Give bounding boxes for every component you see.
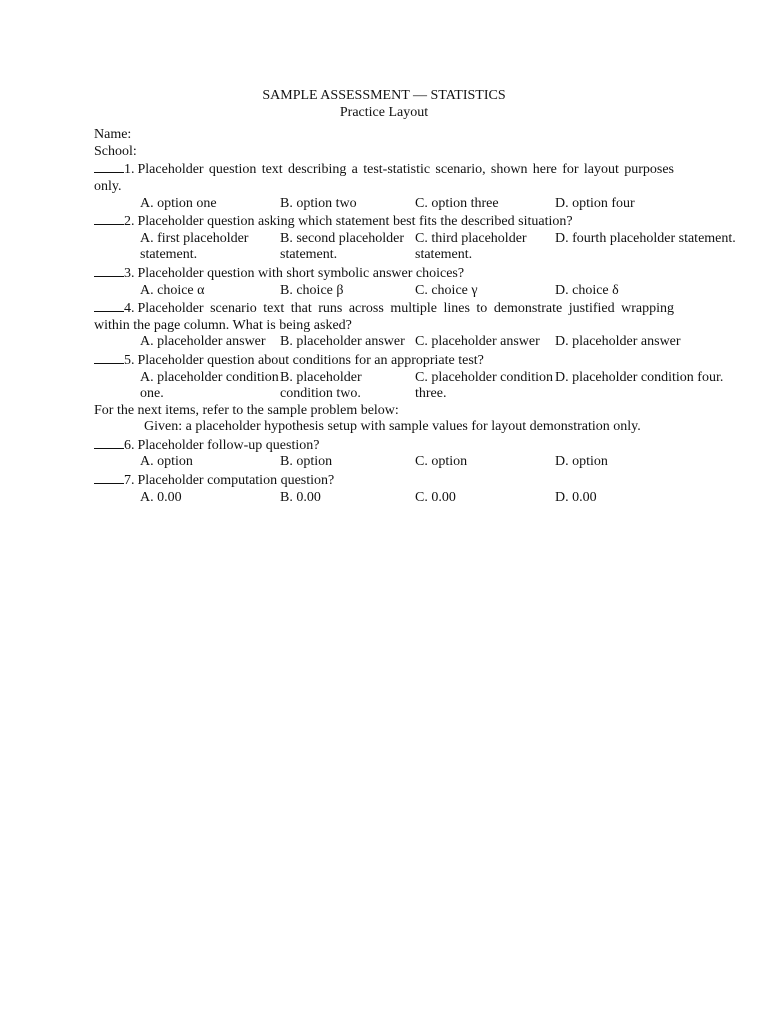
- choice-option: D. 0.00: [555, 489, 597, 505]
- choice-option: B. option two: [280, 195, 357, 211]
- question-number: 5.: [124, 352, 135, 368]
- choice-option: C. option three: [415, 195, 499, 211]
- answer-blank: [94, 160, 124, 173]
- exam-subtitle: Practice Layout: [339, 104, 429, 120]
- choice-option: D. fourth placeholder statement.: [555, 230, 736, 246]
- question-number: 3.: [124, 265, 135, 281]
- choice-option: C. placeholder condition three.: [415, 369, 554, 402]
- question-item: [94, 351, 674, 370]
- answer-blank: [94, 264, 124, 277]
- choice-row: [94, 490, 674, 507]
- question-item: [94, 160, 674, 195]
- choice-option: C. third placeholder statement.: [415, 230, 527, 263]
- choice-option: C. choice γ: [415, 282, 478, 298]
- choice-option: D. choice δ: [555, 282, 619, 298]
- choice-option: C. placeholder answer: [415, 334, 540, 350]
- choice-row: [94, 369, 724, 403]
- question-list-continued: [94, 436, 674, 506]
- choice-option: A. placeholder answer: [140, 334, 266, 350]
- question-number: 7.: [124, 473, 135, 489]
- choice-option: D. option four: [555, 195, 635, 211]
- question-list: [94, 160, 736, 402]
- shared-problem-given: Given: a placeholder hypothesis setup with sample values for layout demonstration only.: [144, 419, 641, 435]
- choice-option: D. option: [555, 454, 608, 470]
- choice-option: A. choice α: [140, 282, 205, 298]
- choice-option: B. option: [280, 454, 333, 470]
- choice-row: [94, 454, 674, 471]
- choice-option: A. 0.00: [140, 489, 182, 505]
- school-label: School:: [94, 143, 137, 159]
- answer-blank: [94, 351, 124, 364]
- question-number: 1.: [124, 162, 135, 178]
- exam-header: [94, 88, 674, 121]
- choice-option: D. placeholder condition four.: [555, 369, 724, 385]
- answer-blank: [94, 471, 124, 484]
- choice-row: [94, 334, 681, 351]
- question-text: Placeholder scenario text that runs across multiple lines to demonstrate justified wrapping within the page column. What is being asked?: [94, 301, 674, 333]
- choice-option: C. option: [415, 454, 468, 470]
- choice-option: A. option: [140, 454, 193, 470]
- name-label: Name:: [94, 127, 132, 143]
- choice-option: A. first placeholder statement.: [140, 230, 249, 263]
- choice-row: [94, 283, 674, 300]
- choice-option: B. choice β: [280, 282, 344, 298]
- shared-problem-intro: For the next items, refer to the sample problem below:: [94, 402, 399, 418]
- question-text: Placeholder question about conditions for an appropriate test?: [137, 352, 484, 368]
- question-item: [94, 436, 674, 455]
- question-text: Placeholder follow-up question?: [137, 437, 320, 453]
- choice-option: A. option one: [140, 195, 217, 211]
- choice-row: [94, 230, 736, 264]
- question-text: Placeholder question asking which statement best fits the described situation?: [137, 214, 573, 230]
- question-text: Placeholder question text describing a test-statistic scenario, shown here for layout purposes only.: [94, 162, 674, 194]
- question-number: 2.: [124, 214, 135, 230]
- question-number: 4.: [124, 301, 135, 317]
- choice-option: B. 0.00: [280, 489, 321, 505]
- answer-blank: [94, 299, 124, 312]
- question-number: 6.: [124, 437, 135, 453]
- answer-blank: [94, 212, 124, 225]
- choice-option: B. placeholder answer: [280, 334, 405, 350]
- student-fields: [94, 127, 674, 160]
- question-item: [94, 471, 674, 490]
- choice-option: B. second placeholder statement.: [280, 230, 405, 263]
- choice-option: D. placeholder answer: [555, 334, 681, 350]
- question-item: [94, 299, 674, 334]
- question-text: Placeholder question with short symbolic answer choices?: [137, 265, 465, 281]
- question-item: [94, 212, 674, 231]
- choice-option: B. placeholder condition two.: [280, 369, 362, 402]
- exam-title: SAMPLE ASSESSMENT — STATISTICS: [262, 88, 506, 103]
- choice-row: [94, 196, 674, 213]
- question-text: Placeholder computation question?: [137, 473, 335, 489]
- choice-option: C. 0.00: [415, 489, 456, 505]
- answer-blank: [94, 436, 124, 449]
- choice-option: A. placeholder condition one.: [140, 369, 279, 402]
- question-item: [94, 264, 674, 283]
